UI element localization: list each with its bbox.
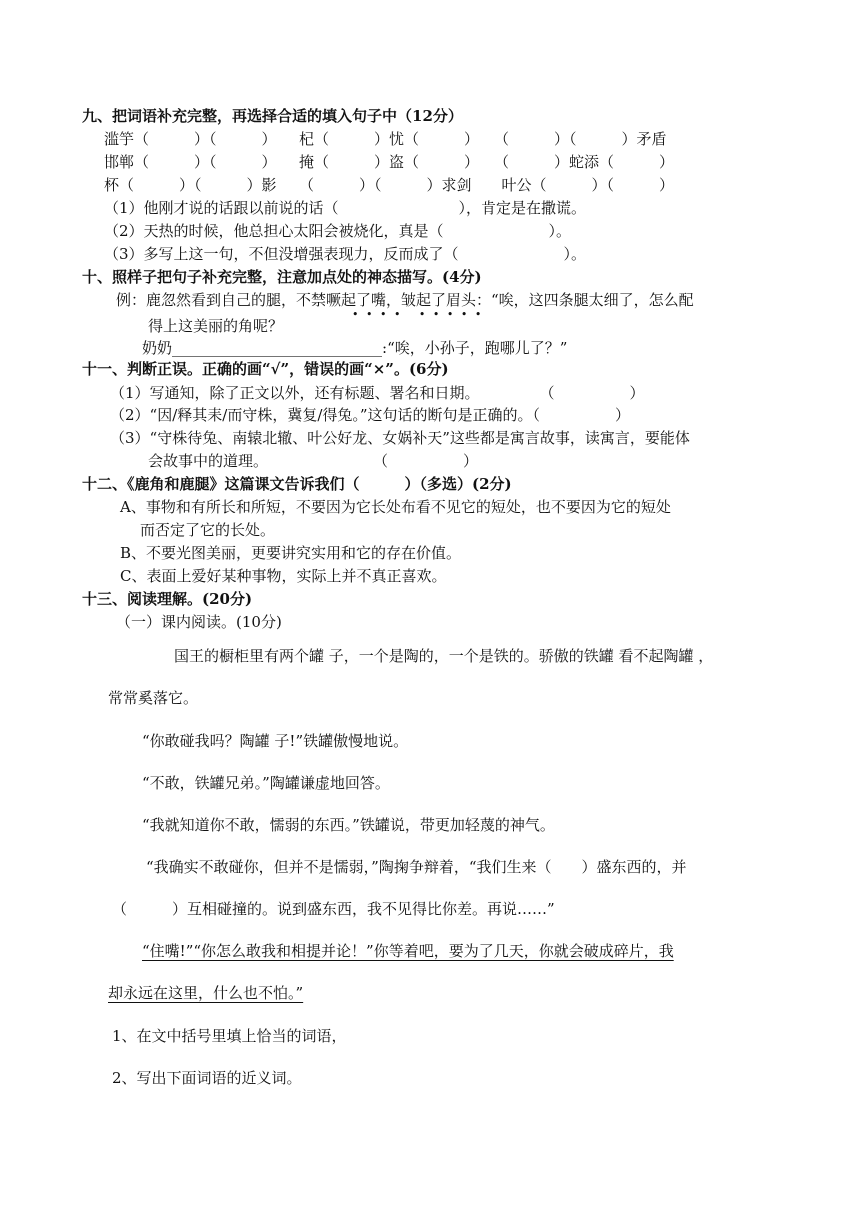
q10-answer-blank[interactable]: ____________________________ [172, 339, 383, 357]
passage-paragraph-6-line-2: 却永远在这里，什么也不怕。” [108, 984, 304, 1002]
q10-answer-prefix: 奶奶 [142, 339, 173, 357]
q11-title: 十一、判断正误。正确的画“√”，错误的画“×”。(6分) [82, 360, 449, 378]
q13-task-2: 2、写出下面词语的近义词。 [112, 1069, 302, 1087]
passage-paragraph-5-line-2: （ ）互相碰撞的。说到盛东西，我不见得比你差。再说……” [112, 900, 555, 918]
q9-sentence-1: （1）他刚才说的话跟以前说的话（ ），肯定是在撒谎。 [104, 199, 587, 217]
q10-title: 十、照样子把句子补充完整，注意加点处的神态描写。(4分) [82, 268, 482, 286]
passage-paragraph-3: “不敢，铁罐兄弟。”陶罐谦虚地回答。 [142, 774, 390, 792]
q9-sentence-2: （2）天热的时候，他总担心太阳会被烧化，真是（ ）。 [104, 222, 572, 240]
q10-answer-suffix: :“唉，小孙子，跑哪儿了？” [382, 339, 568, 357]
q13-subsection: （一）课内阅读。(10分) [116, 613, 282, 631]
q9-title: 九、把词语补充完整，再选择合适的填入句子中（12分） [82, 107, 463, 125]
q9-idiom-row-3: 杯（ ）（ ）影 （ ）（ ）求剑 叶公（ ）（ ） [104, 176, 675, 194]
q10-example-line-1: 例：鹿忽然看到自己的腿，不禁噘起了嘴，皱起了眉头：“唉，这四条腿太细了，怎么配 [116, 291, 694, 309]
passage-paragraph-6-line-1: “住嘴!”“你怎么敢我和相提并论！”你等着吧，要为了几天，你就会破成碎片，我 [142, 942, 674, 960]
passage-paragraph-2: “你敢碰我吗？陶罐 子!”铁罐傲慢地说。 [142, 732, 409, 750]
q11-item-3-line-1: （3）“守株待兔、南辕北辙、叶公好龙、女娲补天”这些都是寓言故事，读寓言，要能体 [110, 429, 690, 447]
q9-idiom-row-2: 邯郸（ ）（ ） 掩（ ）盗（ ） （ ）蛇添（ ） [104, 153, 675, 171]
emphasis-dots: • • • • • • • • • [352, 308, 484, 321]
q11-item-1: （1）写通知，除了正文以外，还有标题、署名和日期。 （ ） [110, 384, 645, 402]
q11-item-2: （2）“因/释其耒/而守株，冀复/得兔。”这句话的断句是正确的。（ ） [110, 406, 631, 424]
passage-paragraph-5-line-1: “我确实不敢碰你，但并不是懦弱，”陶掬争辩着，“我们生来（ ）盛东西的，并 [146, 858, 687, 876]
passage-paragraph-1-line-1: 国王的橱柜里有两个罐 子，一个是陶的，一个是铁的。骄傲的铁罐 看不起陶罐 ， [174, 647, 714, 665]
q10-example-line-2: 得上这美丽的角呢？ [148, 317, 284, 335]
q9-sentence-3: （3）多写上这一句，不但没增强表现力，反而成了（ ）。 [104, 245, 587, 263]
q10-answer-line [142, 338, 567, 358]
q13-task-1: 1、在文中括号里填上恰当的词语， [112, 1027, 347, 1045]
q12-option-c: C、表面上爱好某种事物，实际上并不真正喜欢。 [120, 567, 447, 585]
q11-item-3-line-2: 会故事中的道理。 （ ） [148, 452, 479, 470]
passage-paragraph-1-line-2: 常常奚落它。 [108, 689, 199, 707]
q12-option-a-line-2: 而否定了它的长处。 [140, 521, 276, 539]
q9-idiom-row-1: 滥竽（ ）（ ） 杞（ ）忧（ ） （ ）（ ）矛盾 [104, 130, 667, 148]
passage-paragraph-4: “我就知道你不敢，懦弱的东西。”铁罐说，带更加轻蔑的神气。 [142, 816, 555, 834]
q13-title: 十三、阅读理解。(20分) [82, 590, 253, 608]
q12-option-b: B、不要光图美丽，更要讲究实用和它的存在价值。 [120, 544, 462, 562]
q12-option-a-line-1: A、事物和有所长和所短，不要因为它长处布看不见它的短处，也不要因为它的短处 [120, 498, 671, 516]
q12-title: 十二、《鹿角和鹿腿》这篇课文告诉我们（ ）（多选）(2分) [82, 475, 512, 493]
